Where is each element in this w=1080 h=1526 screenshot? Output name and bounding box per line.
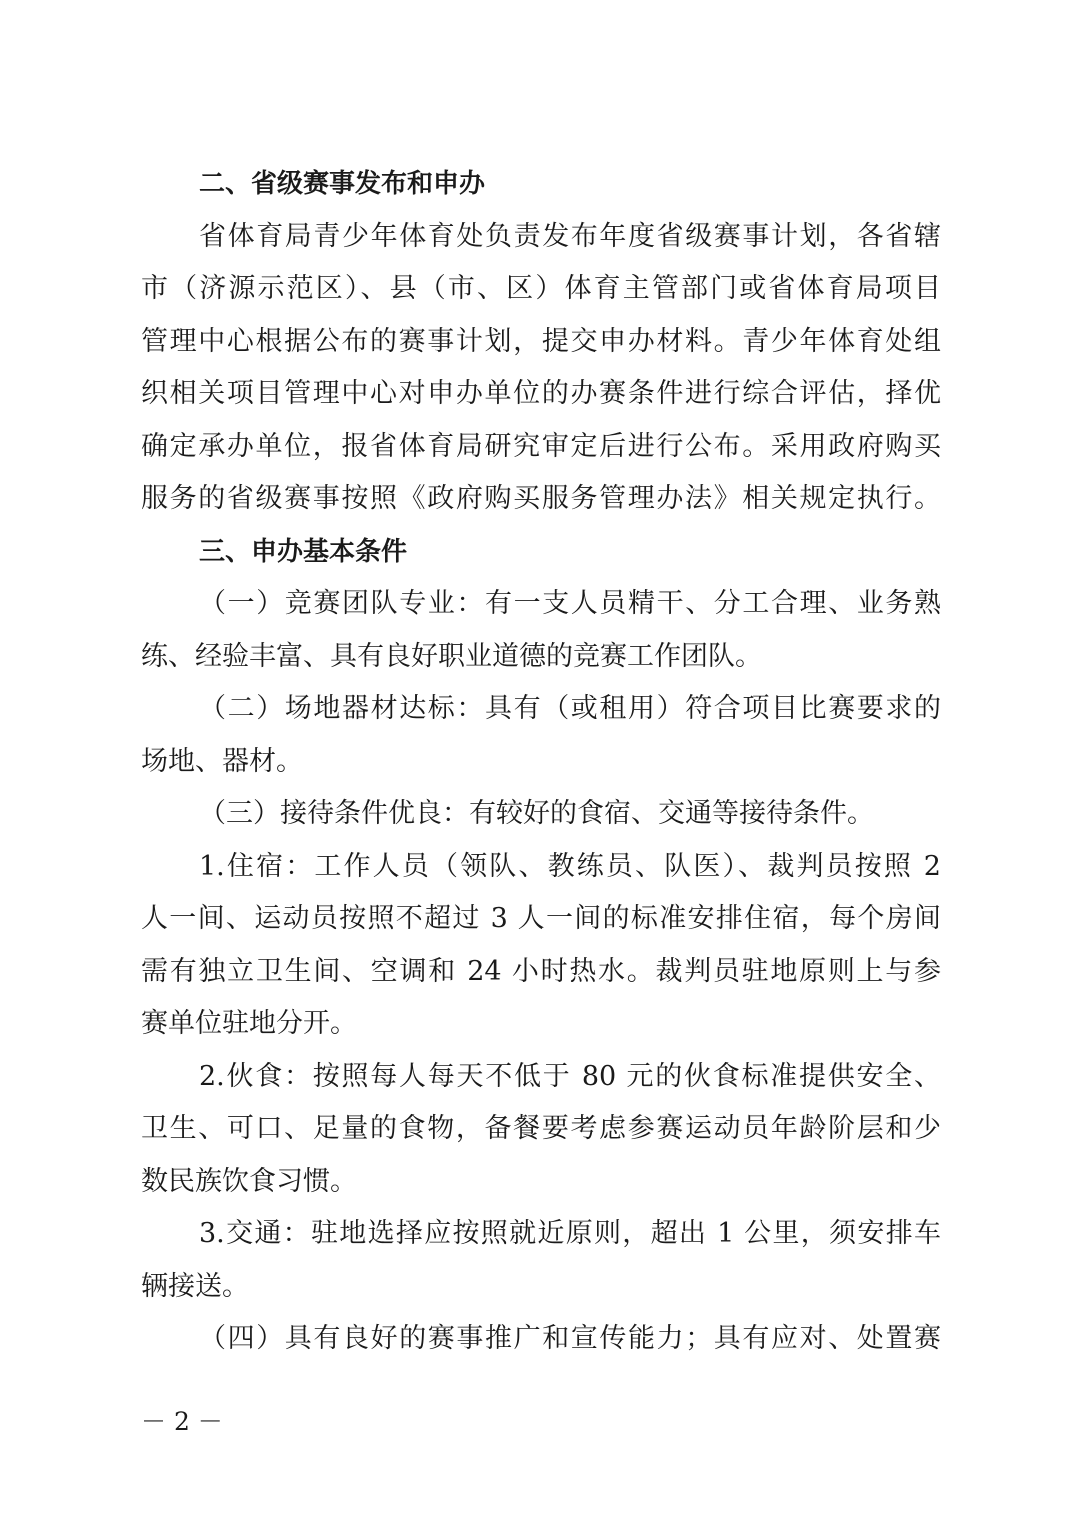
text-line: （一）竞赛团队专业：有一支人员精干、分工合理、业务熟 bbox=[199, 588, 941, 619]
text-line: 数民族饮食习惯。 bbox=[141, 1165, 357, 1197]
text-line: 赛单位驻地分开。 bbox=[141, 1008, 357, 1039]
text-line: 市（济源示范区）、县（市、区）体育主管部门或省体育局项目 bbox=[141, 273, 941, 304]
text-line: 需有独立卫生间、空调和 24 小时热水。裁判员驻地原则上与参 bbox=[141, 955, 941, 987]
text-line: 3.交通：驻地选择应按照就近原则，超出 1 公里，须安排车 bbox=[199, 1218, 941, 1249]
text-line: 管理中心根据公布的赛事计划，提交申办材料。青少年体育处组 bbox=[141, 325, 941, 357]
text-line: 确定承办单位，报省体育局研究审定后进行公布。采用政府购买 bbox=[141, 430, 941, 462]
text-line: 卫生、可口、足量的食物，备餐要考虑参赛运动员年龄阶层和少 bbox=[141, 1113, 941, 1144]
text-line: 场地、器材。 bbox=[141, 745, 303, 777]
text-line: 1.住宿：工作人员（领队、教练员、队医）、裁判员按照 2 bbox=[199, 850, 941, 882]
text-line: 省体育局青少年体育处负责发布年度省级赛事计划，各省辖 bbox=[199, 220, 941, 252]
text-line: （二）场地器材达标：具有（或租用）符合项目比赛要求的 bbox=[199, 693, 941, 724]
text-line: 练、经验丰富、具有良好职业道德的竞赛工作团队。 bbox=[141, 640, 762, 672]
text-line: （三）接待条件优良：有较好的食宿、交通等接待条件。 bbox=[199, 798, 874, 829]
text-line: 2.伙食：按照每人每天不低于 80 元的伙食标准提供安全、 bbox=[199, 1060, 941, 1092]
document-body bbox=[141, 158, 941, 1366]
text-line: 织相关项目管理中心对申办单位的办赛条件进行综合评估，择优 bbox=[141, 378, 941, 409]
section-heading-conditions: 三、申办基本条件 bbox=[199, 536, 408, 567]
text-line: 辆接送。 bbox=[141, 1270, 249, 1302]
text-line: 服务的省级赛事按照《政府购买服务管理办法》相关规定执行。 bbox=[141, 483, 941, 514]
section-heading-publishing: 二、省级赛事发布和申办 bbox=[199, 169, 486, 199]
text-line: （四）具有良好的赛事推广和宣传能力；具有应对、处置赛 bbox=[199, 1323, 941, 1354]
text-line: 人一间、运动员按照不超过 3 人一间的标准安排住宿，每个房间 bbox=[141, 903, 941, 934]
page-number: － 2 － bbox=[141, 1407, 223, 1436]
